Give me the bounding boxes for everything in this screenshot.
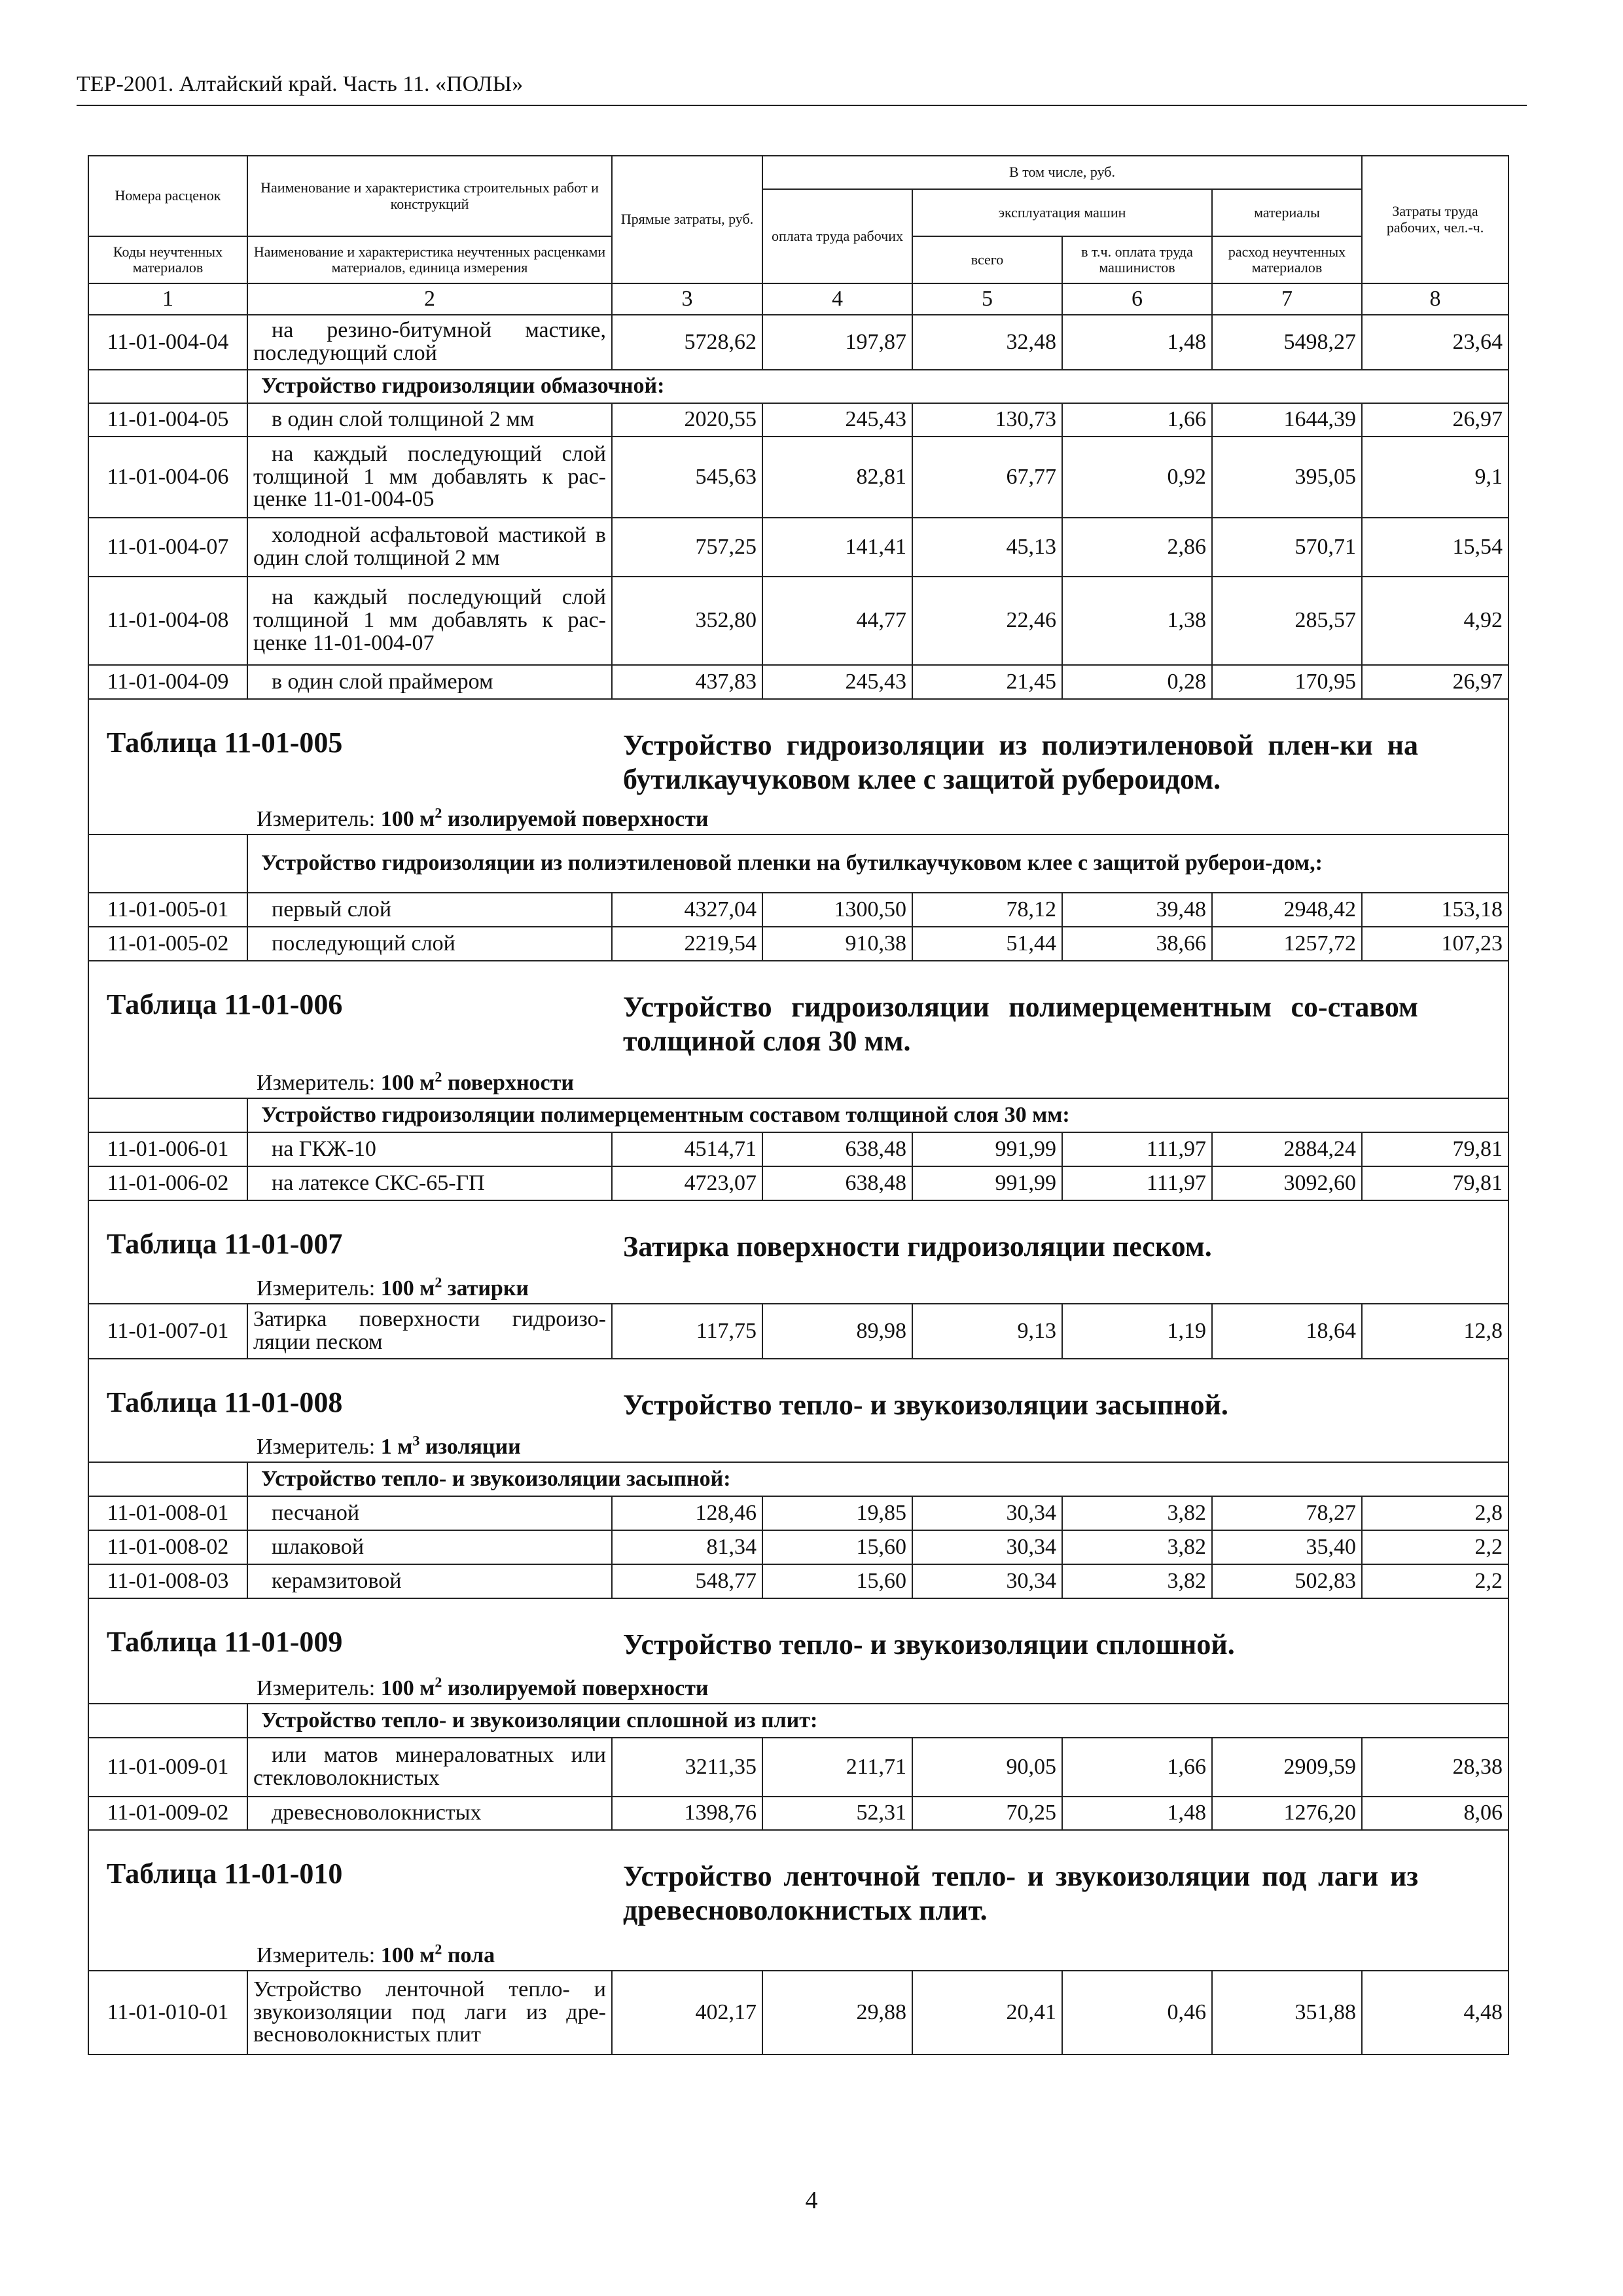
machines-value: 991,99 bbox=[912, 1132, 1062, 1166]
column-number: 5 bbox=[912, 283, 1062, 315]
table-row bbox=[88, 1564, 1508, 1598]
worker-pay-value: 52,31 bbox=[762, 1797, 912, 1830]
table-section bbox=[88, 1359, 1508, 1462]
worker-pay-value: 245,43 bbox=[762, 665, 912, 699]
rate-code: 11-01-004-09 bbox=[88, 665, 247, 699]
machines-value: 78,12 bbox=[912, 893, 1062, 927]
header-worker-pay: оплата труда рабочих bbox=[762, 189, 912, 283]
table-title: Устройство гидроизоляции полимерцементным со-ставом толщиной слоя 30 мм. bbox=[623, 991, 1418, 1057]
subheading-row bbox=[88, 1098, 1508, 1132]
rate-code: 11-01-010-01 bbox=[88, 1971, 247, 2054]
worker-pay-value: 245,43 bbox=[762, 403, 912, 437]
running-head: ТЕР-2001. Алтайский край. Часть 11. «ПОЛЫ» bbox=[77, 72, 524, 96]
header-direct-costs: Прямые затраты, руб. bbox=[612, 156, 762, 283]
table-section bbox=[88, 961, 1508, 1098]
table-row bbox=[88, 665, 1508, 699]
labor-value: 15,54 bbox=[1362, 518, 1508, 577]
labor-value: 2,2 bbox=[1362, 1530, 1508, 1564]
page-number: 4 bbox=[805, 2187, 818, 2214]
column-number: 8 bbox=[1362, 283, 1508, 315]
machinist-pay-value: 1,48 bbox=[1062, 1797, 1212, 1830]
header-material-names: Наименование и характеристика неучтенных расценками материалов, единица измерения bbox=[247, 236, 612, 283]
measure-unit: Измеритель: 1 $м^3$ изоляции bbox=[257, 1433, 521, 1460]
header-labor: Затраты труда рабочих, чел.-ч. bbox=[1362, 156, 1508, 283]
rate-code: 11-01-009-01 bbox=[88, 1738, 247, 1797]
rate-name: шлаковой bbox=[247, 1530, 612, 1564]
table-caption: Таблица 11-01-009 bbox=[107, 1626, 343, 1658]
direct-costs-value: 2219,54 bbox=[612, 927, 762, 961]
header-row bbox=[88, 156, 1508, 189]
direct-costs-value: 5728,62 bbox=[612, 315, 762, 370]
measure-unit: Измеритель: 100 $м^2$ пола bbox=[257, 1941, 495, 1968]
column-number: 1 bbox=[88, 283, 247, 315]
labor-value: 79,81 bbox=[1362, 1132, 1508, 1166]
header-work-name: Наименование и характеристика строительных работ и конструкций bbox=[247, 156, 612, 236]
table-row bbox=[88, 927, 1508, 961]
rate-code: 11-01-004-04 bbox=[88, 315, 247, 370]
direct-costs-value: 81,34 bbox=[612, 1530, 762, 1564]
table-section bbox=[88, 1200, 1508, 1304]
column-number: 7 bbox=[1212, 283, 1362, 315]
rate-code: 11-01-006-01 bbox=[88, 1132, 247, 1166]
rate-name: на резино-битумной мастике, последующий слой bbox=[247, 315, 612, 370]
machinist-pay-value: 0,92 bbox=[1062, 437, 1212, 518]
table-caption: Таблица 11-01-008 bbox=[107, 1386, 343, 1418]
machinist-pay-value: 1,38 bbox=[1062, 577, 1212, 665]
rate-code: 11-01-005-01 bbox=[88, 893, 247, 927]
direct-costs-value: 117,75 bbox=[612, 1304, 762, 1359]
table-title: Затирка поверхности гидроизоляции песком. bbox=[623, 1230, 1212, 1263]
labor-value: 107,23 bbox=[1362, 927, 1508, 961]
worker-pay-value: 19,85 bbox=[762, 1496, 912, 1530]
machines-value: 22,46 bbox=[912, 577, 1062, 665]
table-caption: Таблица 11-01-007 bbox=[107, 1228, 343, 1260]
machines-value: 32,48 bbox=[912, 315, 1062, 370]
materials-value: 18,64 bbox=[1212, 1304, 1362, 1359]
labor-value: 79,81 bbox=[1362, 1166, 1508, 1200]
rate-name: холодной асфальтовой мастикой в один слой толщиной 2 мм bbox=[247, 518, 612, 577]
machines-value: 30,34 bbox=[912, 1564, 1062, 1598]
direct-costs-value: 4327,04 bbox=[612, 893, 762, 927]
materials-value: 2909,59 bbox=[1212, 1738, 1362, 1797]
subheading-row bbox=[88, 1462, 1508, 1496]
worker-pay-value: 15,60 bbox=[762, 1530, 912, 1564]
header-material-codes: Коды неучтенных материалов bbox=[88, 236, 247, 283]
subheading: Устройство гидроизоляции из полиэтиленовой пленки на бутилкаучуковом клее с защитой руберои-дом,: bbox=[247, 834, 1508, 893]
worker-pay-value: 638,48 bbox=[762, 1132, 912, 1166]
rate-code: 11-01-004-06 bbox=[88, 437, 247, 518]
rate-name: в один слой толщиной 2 мм bbox=[247, 403, 612, 437]
rate-name: первый слой bbox=[247, 893, 612, 927]
measure-unit: Измеритель: 100 $м^2$ поверхности bbox=[257, 1069, 574, 1096]
machinist-pay-value: 1,48 bbox=[1062, 315, 1212, 370]
machines-value: 30,34 bbox=[912, 1496, 1062, 1530]
table-row bbox=[88, 577, 1508, 665]
subheading: Устройство тепло- и звукоизоляции сплошной из плит: bbox=[247, 1704, 1508, 1738]
machines-value: 45,13 bbox=[912, 518, 1062, 577]
rate-name: Затирка поверхности гидроизо-ляции песком bbox=[247, 1304, 612, 1359]
direct-costs-value: 4514,71 bbox=[612, 1132, 762, 1166]
labor-value: 12,8 bbox=[1362, 1304, 1508, 1359]
materials-value: 78,27 bbox=[1212, 1496, 1362, 1530]
table-row bbox=[88, 1797, 1508, 1830]
labor-value: 2,2 bbox=[1362, 1564, 1508, 1598]
machinist-pay-value: 1,66 bbox=[1062, 1738, 1212, 1797]
direct-costs-value: 2020,55 bbox=[612, 403, 762, 437]
machines-value: 67,77 bbox=[912, 437, 1062, 518]
column-numbers-row bbox=[88, 283, 1508, 315]
materials-value: 5498,27 bbox=[1212, 315, 1362, 370]
labor-value: 26,97 bbox=[1362, 403, 1508, 437]
machines-value: 991,99 bbox=[912, 1166, 1062, 1200]
materials-value: 2948,42 bbox=[1212, 893, 1362, 927]
header-machines: эксплуатация машин bbox=[912, 189, 1212, 236]
subheading: Устройство тепло- и звукоизоляции засыпной: bbox=[247, 1462, 1508, 1496]
rate-code: 11-01-009-02 bbox=[88, 1797, 247, 1830]
machinist-pay-value: 38,66 bbox=[1062, 927, 1212, 961]
subheading-row bbox=[88, 370, 1508, 403]
table-row bbox=[88, 1971, 1508, 2054]
direct-costs-value: 128,46 bbox=[612, 1496, 762, 1530]
rate-name: песчаной bbox=[247, 1496, 612, 1530]
materials-value: 3092,60 bbox=[1212, 1166, 1362, 1200]
direct-costs-value: 545,63 bbox=[612, 437, 762, 518]
labor-value: 8,06 bbox=[1362, 1797, 1508, 1830]
materials-value: 1276,20 bbox=[1212, 1797, 1362, 1830]
machines-value: 51,44 bbox=[912, 927, 1062, 961]
machinist-pay-value: 3,82 bbox=[1062, 1564, 1212, 1598]
measure-unit: Измеритель: 100 $м^2$ изолируемой поверхности bbox=[257, 1674, 709, 1701]
subheading-row bbox=[88, 834, 1508, 893]
direct-costs-value: 402,17 bbox=[612, 1971, 762, 2054]
table-title: Устройство гидроизоляции из полиэтиленовой плен-ки на бутилкаучуковом клее с защитой рубероидом. bbox=[623, 729, 1418, 795]
machines-value: 90,05 bbox=[912, 1738, 1062, 1797]
materials-value: 35,40 bbox=[1212, 1530, 1362, 1564]
table-caption: Таблица 11-01-006 bbox=[107, 988, 343, 1020]
direct-costs-value: 437,83 bbox=[612, 665, 762, 699]
machines-value: 130,73 bbox=[912, 403, 1062, 437]
labor-value: 26,97 bbox=[1362, 665, 1508, 699]
worker-pay-value: 638,48 bbox=[762, 1166, 912, 1200]
rate-code: 11-01-008-01 bbox=[88, 1496, 247, 1530]
measure-unit: Измеритель: 100 $м^2$ изолируемой поверхности bbox=[257, 805, 709, 832]
header-materials: материалы bbox=[1212, 189, 1362, 236]
rate-code: 11-01-007-01 bbox=[88, 1304, 247, 1359]
rate-code: 11-01-008-03 bbox=[88, 1564, 247, 1598]
table-row bbox=[88, 403, 1508, 437]
materials-value: 1257,72 bbox=[1212, 927, 1362, 961]
rate-name: или матов минераловатных или стекловолокнистых bbox=[247, 1738, 612, 1797]
worker-pay-value: 197,87 bbox=[762, 315, 912, 370]
labor-value: 9,1 bbox=[1362, 437, 1508, 518]
table-row bbox=[88, 1496, 1508, 1530]
machinist-pay-value: 0,28 bbox=[1062, 665, 1212, 699]
subheading-row bbox=[88, 1704, 1508, 1738]
direct-costs-value: 4723,07 bbox=[612, 1166, 762, 1200]
table-section bbox=[88, 1830, 1508, 1971]
column-number: 4 bbox=[762, 283, 912, 315]
machinist-pay-value: 111,97 bbox=[1062, 1166, 1212, 1200]
table-title: Устройство ленточной тепло- и звукоизоляции под лаги из древесноволокнистых плит. bbox=[623, 1860, 1418, 1926]
machinist-pay-value: 3,82 bbox=[1062, 1496, 1212, 1530]
table-title: Устройство тепло- и звукоизоляции засыпной. bbox=[623, 1389, 1228, 1421]
machinist-pay-value: 0,46 bbox=[1062, 1971, 1212, 2054]
rate-code: 11-01-004-08 bbox=[88, 577, 247, 665]
table-section bbox=[88, 1598, 1508, 1704]
rate-name: керамзитовой bbox=[247, 1564, 612, 1598]
worker-pay-value: 44,77 bbox=[762, 577, 912, 665]
table-row bbox=[88, 1304, 1508, 1359]
table-row bbox=[88, 1166, 1508, 1200]
worker-pay-value: 82,81 bbox=[762, 437, 912, 518]
column-number: 2 bbox=[247, 283, 612, 315]
column-number: 3 bbox=[612, 283, 762, 315]
machinist-pay-value: 2,86 bbox=[1062, 518, 1212, 577]
machinist-pay-value: 3,82 bbox=[1062, 1530, 1212, 1564]
rate-name: древесноволокнистых bbox=[247, 1797, 612, 1830]
materials-value: 170,95 bbox=[1212, 665, 1362, 699]
rate-code: 11-01-004-05 bbox=[88, 403, 247, 437]
labor-value: 4,48 bbox=[1362, 1971, 1508, 2054]
machinist-pay-value: 111,97 bbox=[1062, 1132, 1212, 1166]
rate-name: на каждый последующий слой толщиной 1 мм добавлять к рас-ценке 11-01-004-07 bbox=[247, 577, 612, 665]
rate-name: последующий слой bbox=[247, 927, 612, 961]
materials-value: 395,05 bbox=[1212, 437, 1362, 518]
machines-value: 20,41 bbox=[912, 1971, 1062, 2054]
machines-value: 70,25 bbox=[912, 1797, 1062, 1830]
labor-value: 28,38 bbox=[1362, 1738, 1508, 1797]
table-caption: Таблица 11-01-005 bbox=[107, 726, 343, 759]
rate-code: 11-01-005-02 bbox=[88, 927, 247, 961]
header-unaccounted-materials: расход неучтенных материалов bbox=[1212, 236, 1362, 283]
subheading: Устройство гидроизоляции полимерцементным составом толщиной слоя 30 мм: bbox=[247, 1098, 1508, 1132]
table-section bbox=[88, 699, 1508, 834]
table-title: Устройство тепло- и звукоизоляции сплошной. bbox=[623, 1628, 1235, 1660]
rate-code: 11-01-004-07 bbox=[88, 518, 247, 577]
header-including: В том числе, руб. bbox=[762, 156, 1362, 189]
rate-name: Устройство ленточной тепло- и звукоизоляции под лаги из дре-весноволокнистых плит bbox=[247, 1971, 612, 2054]
direct-costs-value: 352,80 bbox=[612, 577, 762, 665]
materials-value: 285,57 bbox=[1212, 577, 1362, 665]
worker-pay-value: 89,98 bbox=[762, 1304, 912, 1359]
rate-code: 11-01-008-02 bbox=[88, 1530, 247, 1564]
worker-pay-value: 1300,50 bbox=[762, 893, 912, 927]
column-number: 6 bbox=[1062, 283, 1212, 315]
direct-costs-value: 3211,35 bbox=[612, 1738, 762, 1797]
table-row bbox=[88, 1738, 1508, 1797]
table-row bbox=[88, 518, 1508, 577]
table-caption: Таблица 11-01-010 bbox=[107, 1857, 343, 1890]
materials-value: 351,88 bbox=[1212, 1971, 1362, 2054]
worker-pay-value: 141,41 bbox=[762, 518, 912, 577]
machines-value: 30,34 bbox=[912, 1530, 1062, 1564]
machinist-pay-value: 39,48 bbox=[1062, 893, 1212, 927]
table-row bbox=[88, 315, 1508, 370]
rate-name: на ГКЖ-10 bbox=[247, 1132, 612, 1166]
header-machinist-pay: в т.ч. оплата труда машинистов bbox=[1062, 236, 1212, 283]
table-row bbox=[88, 1530, 1508, 1564]
header-rule bbox=[77, 105, 1527, 106]
machines-value: 21,45 bbox=[912, 665, 1062, 699]
machines-value: 9,13 bbox=[912, 1304, 1062, 1359]
materials-value: 1644,39 bbox=[1212, 403, 1362, 437]
header-rate-number: Номера расценок bbox=[88, 156, 247, 236]
materials-value: 2884,24 bbox=[1212, 1132, 1362, 1166]
rate-name: на каждый последующий слой толщиной 1 мм добавлять к рас-ценке 11-01-004-05 bbox=[247, 437, 612, 518]
worker-pay-value: 910,38 bbox=[762, 927, 912, 961]
table-row bbox=[88, 1132, 1508, 1166]
labor-value: 153,18 bbox=[1362, 893, 1508, 927]
header-machines-total: всего bbox=[912, 236, 1062, 283]
direct-costs-value: 757,25 bbox=[612, 518, 762, 577]
labor-value: 2,8 bbox=[1362, 1496, 1508, 1530]
rate-name: в один слой праймером bbox=[247, 665, 612, 699]
table-row bbox=[88, 437, 1508, 518]
worker-pay-value: 211,71 bbox=[762, 1738, 912, 1797]
worker-pay-value: 15,60 bbox=[762, 1564, 912, 1598]
rates-table bbox=[88, 155, 1509, 2055]
direct-costs-value: 1398,76 bbox=[612, 1797, 762, 1830]
rate-name: на латексе СКС-65-ГП bbox=[247, 1166, 612, 1200]
labor-value: 4,92 bbox=[1362, 577, 1508, 665]
direct-costs-value: 548,77 bbox=[612, 1564, 762, 1598]
table-row bbox=[88, 893, 1508, 927]
worker-pay-value: 29,88 bbox=[762, 1971, 912, 2054]
subheading: Устройство гидроизоляции обмазочной: bbox=[247, 370, 1508, 403]
rate-code: 11-01-006-02 bbox=[88, 1166, 247, 1200]
labor-value: 23,64 bbox=[1362, 315, 1508, 370]
materials-value: 502,83 bbox=[1212, 1564, 1362, 1598]
measure-unit: Измеритель: 100 $м^2$ затирки bbox=[257, 1274, 529, 1301]
machinist-pay-value: 1,19 bbox=[1062, 1304, 1212, 1359]
materials-value: 570,71 bbox=[1212, 518, 1362, 577]
machinist-pay-value: 1,66 bbox=[1062, 403, 1212, 437]
